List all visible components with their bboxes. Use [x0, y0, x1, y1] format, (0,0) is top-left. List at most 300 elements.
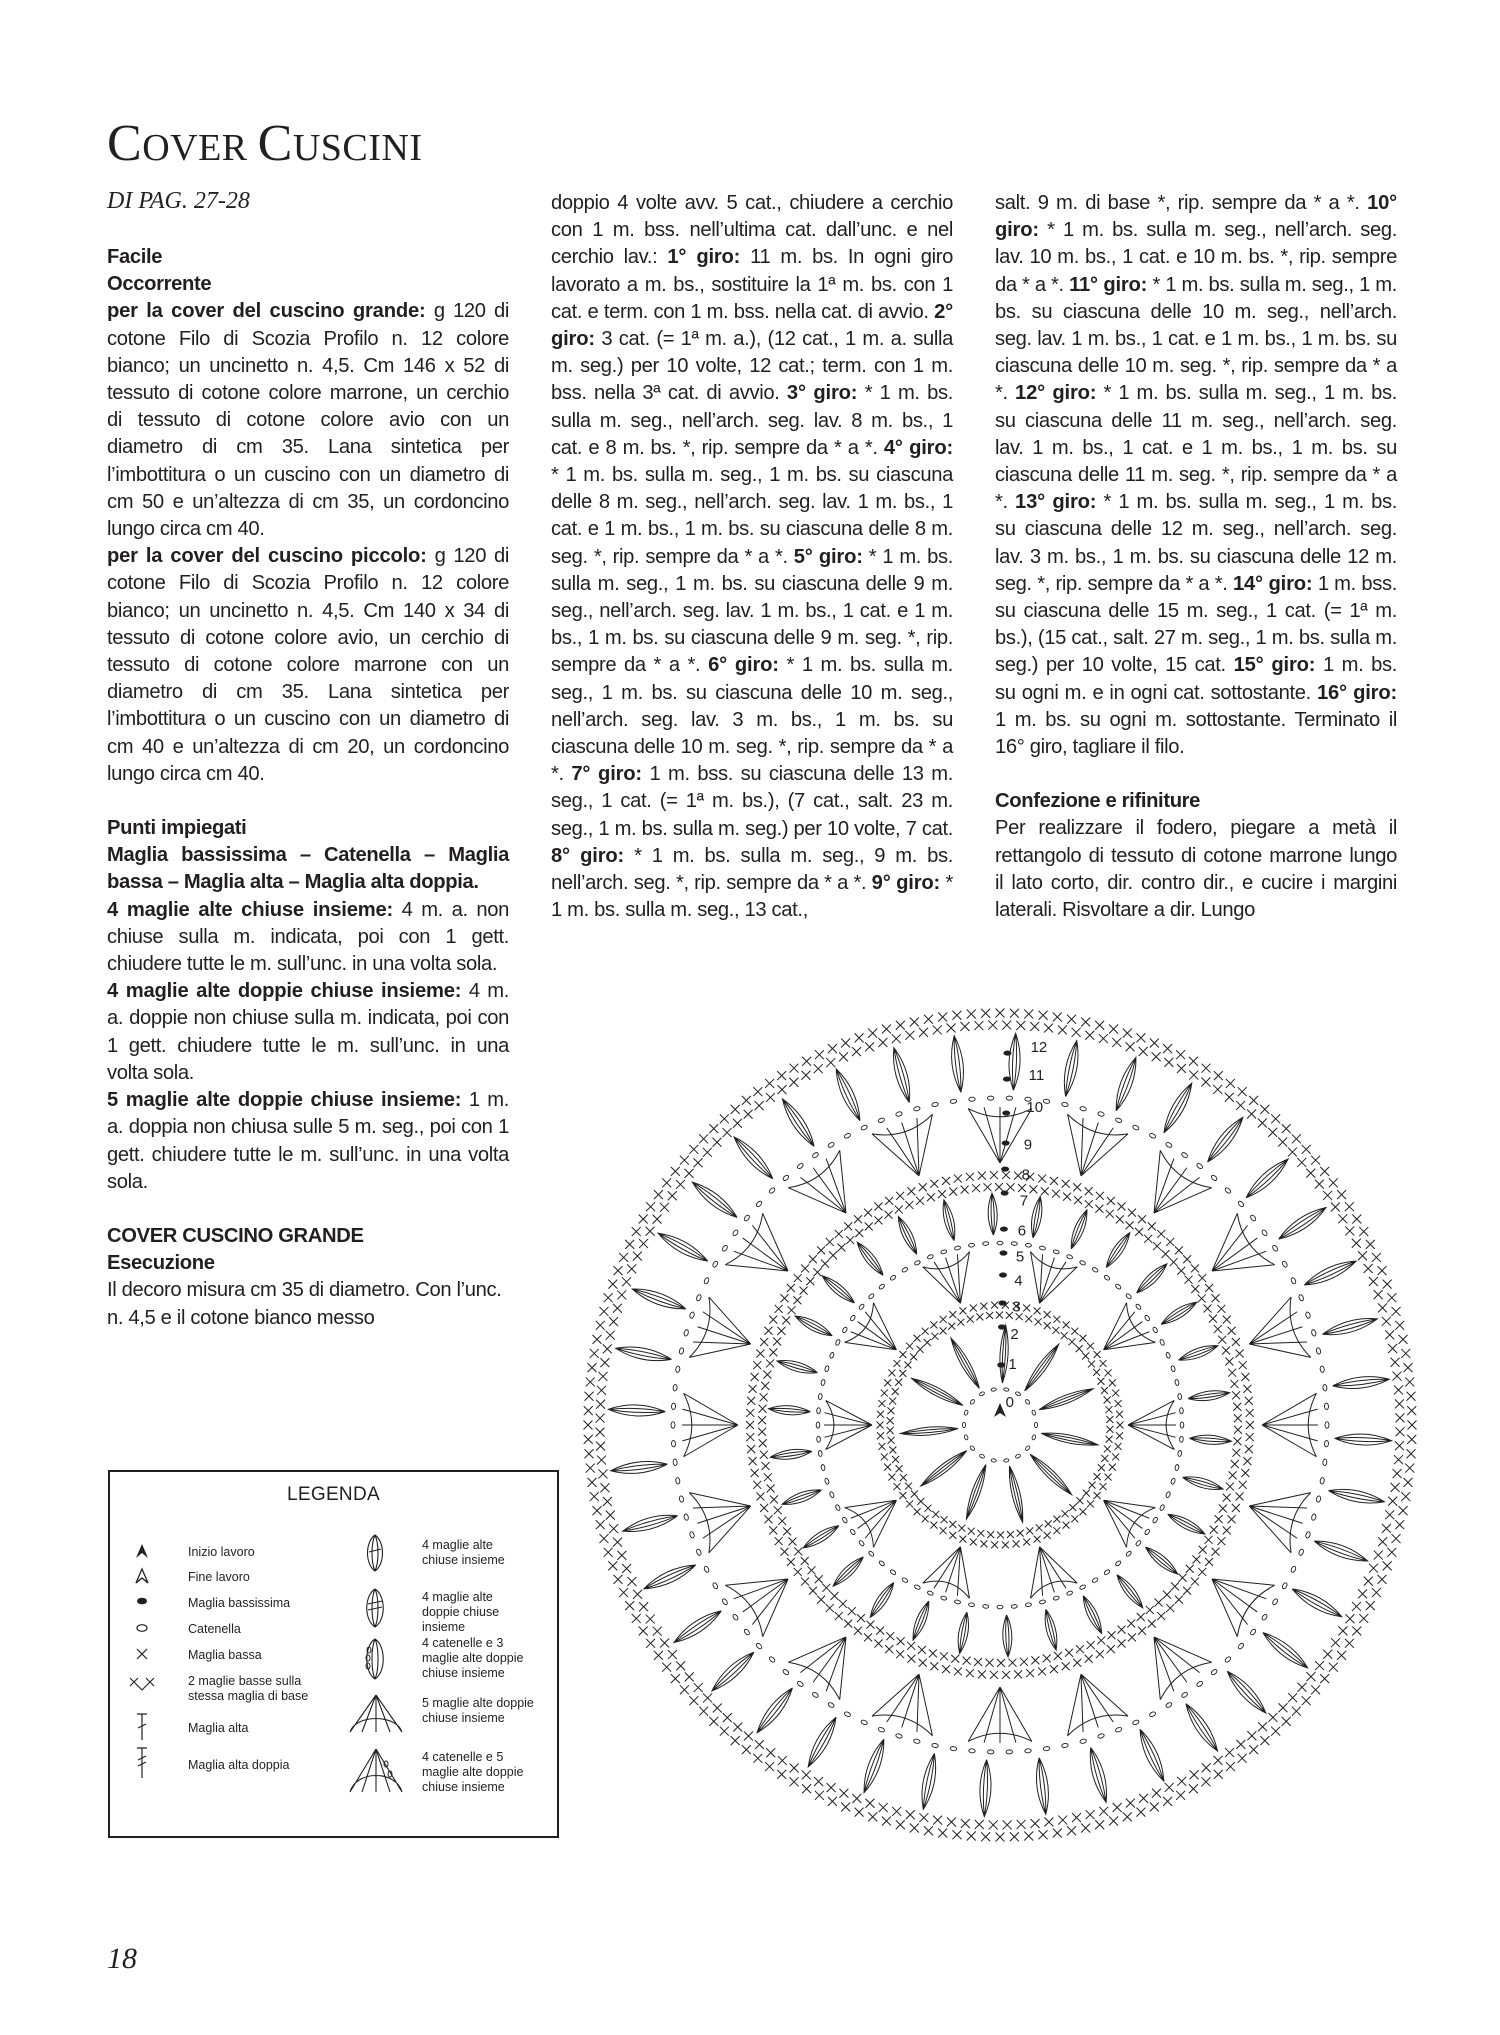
sc-mark [1155, 1598, 1163, 1606]
sc-mark [585, 1449, 594, 1458]
sc-mark [775, 1537, 783, 1545]
sc-mark [676, 1180, 685, 1189]
chain-mark [712, 1582, 719, 1590]
cluster-mark [1292, 1589, 1342, 1617]
chain-mark [997, 1605, 1003, 1609]
chain-mark [1316, 1347, 1321, 1354]
sc-mark [599, 1307, 608, 1316]
sc-mark [1225, 1093, 1234, 1102]
sc-mark [1268, 1128, 1277, 1137]
sc-mark [1398, 1335, 1407, 1344]
sc-mark [1138, 1627, 1146, 1635]
sc-mark [1260, 1105, 1269, 1114]
round-label: 2 [1010, 1326, 1019, 1344]
join-mark [1001, 1166, 1009, 1171]
cluster-mark [1190, 1435, 1232, 1444]
sc-mark [1395, 1399, 1404, 1408]
sc-mark [604, 1293, 613, 1302]
sc-mark [814, 1777, 823, 1786]
sc-mark [1128, 1209, 1136, 1217]
sc-mark [599, 1469, 608, 1478]
sc-mark [940, 1527, 947, 1534]
sc-mark [1374, 1290, 1383, 1299]
small-cover-materials: per la cover del cuscino piccolo: g 120 di cotone Filo di Scozia Profilo n. 12 colore bianco; un uncinetto n. 4,5. Cm 140 x 34 di tessuto di cotone colore avio, un cerchio di tessuto di cotone colore marrone con un diametro di cm 35. Lana sintetica per l’imbottitura o un cuscino con un diametro di cm 40 e un’altezza di cm 20, un cordoncino lungo circa cm 40. [107, 545, 509, 785]
sc-mark [765, 1079, 774, 1088]
chain-mark [768, 1187, 775, 1194]
sc-mark [668, 1650, 677, 1659]
sc-mark [889, 1447, 896, 1454]
fan-mark [689, 1493, 751, 1553]
sc-mark [906, 1343, 913, 1350]
sc-mark [1035, 1318, 1042, 1325]
round-label: 5 [1015, 1248, 1025, 1266]
sc-mark [1175, 1596, 1183, 1604]
sc-mark [968, 1528, 975, 1535]
sc-mark [597, 1386, 606, 1395]
sc-mark [879, 1803, 888, 1812]
sc-mark [596, 1414, 605, 1423]
sc-mark [733, 1723, 742, 1732]
round-label: 12 [1030, 1038, 1048, 1056]
cluster-mark [951, 1338, 980, 1389]
sc-mark [864, 1209, 872, 1217]
sc-mark [777, 1770, 786, 1779]
sc-mark [1292, 1707, 1301, 1716]
chain-mark [1103, 1275, 1110, 1281]
sc-mark [632, 1227, 641, 1236]
chain-mark [812, 1152, 820, 1159]
sc-mark [685, 1672, 694, 1681]
chain-mark [1196, 1680, 1204, 1687]
chain-mark [673, 1459, 678, 1466]
end-icon [132, 1567, 152, 1585]
sc-mark [646, 1615, 655, 1624]
sc-mark [1226, 1483, 1234, 1491]
fan-mark [1212, 1213, 1275, 1271]
sc-mark [990, 1671, 998, 1679]
start-icon [132, 1542, 152, 1560]
sc-mark [1369, 1564, 1378, 1573]
sc-mark [826, 1604, 834, 1612]
sc-mark [694, 1683, 703, 1692]
chain-mark [1097, 1733, 1104, 1739]
sc-mark [1050, 1665, 1058, 1673]
chain-mark [1178, 1450, 1182, 1456]
sc-mark [1058, 1025, 1067, 1034]
sc-mark [1202, 1763, 1211, 1772]
sc-mark [882, 1024, 891, 1033]
sc-mark [967, 1831, 976, 1840]
sc-mark [764, 1515, 772, 1523]
sc-mark [1337, 1190, 1346, 1199]
start-arrow [994, 1403, 1006, 1417]
sc-mark [1298, 1683, 1307, 1692]
sc-mark [877, 1411, 884, 1418]
chain-mark [1149, 1133, 1157, 1140]
fan-mark [872, 1114, 932, 1176]
sc-mark [758, 1416, 766, 1424]
sc-mark [788, 1538, 796, 1546]
sc-mark [606, 1331, 615, 1340]
chain-mark [1170, 1365, 1175, 1372]
sc-mark [1176, 1791, 1185, 1800]
sc-mark [593, 1506, 602, 1515]
sc-mark [938, 1013, 947, 1022]
sc-mark [1233, 1403, 1241, 1411]
chain-mark [1039, 1246, 1046, 1251]
sc-mark [972, 1184, 980, 1192]
sc-mark [759, 1405, 767, 1413]
chain-mark [671, 1440, 675, 1447]
sc-mark [1105, 1474, 1112, 1481]
crochet-chart [575, 1000, 1425, 1850]
sc-mark [1148, 1620, 1156, 1628]
sc-mark [899, 1351, 906, 1358]
sc-mark [1199, 1546, 1207, 1554]
sc-mark [749, 1457, 757, 1465]
chain-mark [835, 1339, 841, 1346]
sc-mark [989, 1820, 998, 1829]
sc-mark [654, 1651, 663, 1660]
sc-mark [1306, 1169, 1315, 1178]
sc-mark [599, 1534, 608, 1543]
sc-mark [1320, 1674, 1329, 1683]
cluster-mark [1090, 1747, 1106, 1802]
stitch-def-3: 5 maglie alte doppie chiuse insieme: 1 m. a. doppia non chiusa sulle 5 m. seg., poi con 1 gett. chiudere tutte le m. sull’unc. in una volta sola. [107, 1089, 509, 1193]
sc-mark [948, 1323, 955, 1330]
sc-mark [1230, 1380, 1238, 1388]
sc-mark [1045, 1520, 1052, 1527]
sc-mark [1366, 1601, 1375, 1610]
cluster-mark [864, 1739, 884, 1792]
sc-mark [889, 1398, 896, 1405]
sc-mark [1234, 1426, 1242, 1434]
cluster-mark [898, 1216, 916, 1254]
sc-mark [1050, 1177, 1058, 1185]
sc-mark [703, 1693, 712, 1702]
sc-mark [1067, 1015, 1076, 1024]
fan-mark [1068, 1674, 1128, 1736]
fan-mark [845, 1500, 897, 1547]
sc-mark [1053, 1316, 1060, 1323]
sc-mark [1214, 1325, 1222, 1333]
sc-mark [1278, 1138, 1287, 1147]
chain-mark [824, 1365, 829, 1372]
sc-mark [1088, 1360, 1095, 1367]
sc-mark [1247, 1731, 1256, 1740]
chain-mark [1080, 1106, 1087, 1111]
sc-mark [1112, 1453, 1119, 1460]
sc-mark [763, 1371, 771, 1379]
chain-mark [1179, 1408, 1183, 1414]
sc-mark [1395, 1441, 1404, 1450]
sc-mark [1374, 1551, 1383, 1560]
sc-mark [1053, 1828, 1062, 1837]
legend-item-cluster-4dc: 4 maglie alte chiuse insieme [422, 1538, 505, 1567]
chain-mark [858, 1540, 865, 1547]
sc-mark [1085, 1655, 1093, 1663]
chain-mark [1025, 1243, 1031, 1247]
chain-mark [721, 1598, 728, 1606]
sc-mark [744, 1731, 753, 1740]
sc-mark [1024, 1010, 1033, 1019]
legend-item-cluster-ch-3tr: 4 catenelle e 3 maglie alte doppie chiuse insieme [422, 1636, 524, 1680]
single-crochet-icon [132, 1646, 152, 1662]
sc-mark [814, 1064, 823, 1073]
chain-mark [755, 1200, 762, 1207]
chain-mark [818, 1393, 822, 1399]
chain-mark [743, 1628, 750, 1635]
sc-mark [1241, 1373, 1249, 1381]
sc-mark [746, 1409, 754, 1417]
sc-mark [958, 1525, 965, 1532]
chain-mark [1290, 1277, 1296, 1285]
sc-mark [586, 1464, 595, 1473]
sc-mark [596, 1520, 605, 1529]
sc-mark [1176, 1050, 1185, 1059]
cluster-mark [913, 1601, 929, 1640]
sc-mark [1163, 1591, 1171, 1599]
legend-title: LEGENDA [287, 1484, 380, 1505]
sc-mark [606, 1511, 615, 1520]
chain-mark [671, 1403, 675, 1410]
chain-mark [1115, 1560, 1122, 1567]
cluster-mark [1263, 1633, 1308, 1668]
sc-mark [1063, 1321, 1070, 1328]
sc-mark [1107, 1197, 1115, 1205]
sc-mark [1017, 1530, 1024, 1537]
sc-mark [947, 1818, 956, 1827]
fan-mark [1262, 1393, 1318, 1456]
sc-mark [1189, 1784, 1198, 1793]
chain-mark [1015, 1391, 1021, 1396]
sc-mark [781, 1548, 789, 1556]
sc-mark [662, 1178, 671, 1187]
sc-mark [835, 1230, 843, 1238]
sc-mark [1008, 1659, 1016, 1667]
sc-mark [1097, 1636, 1105, 1644]
sc-mark [1407, 1435, 1416, 1444]
sc-mark [924, 1015, 933, 1024]
chain-mark [1272, 1244, 1279, 1252]
round-label: 1 [1008, 1356, 1017, 1374]
sc-mark [1106, 1210, 1114, 1218]
sc-mark [957, 1319, 964, 1326]
sc-mark [760, 1504, 768, 1512]
sc-mark [1205, 1558, 1213, 1566]
chain-mark [1196, 1163, 1204, 1170]
sc-mark [1377, 1266, 1386, 1275]
sc-mark [747, 1445, 755, 1453]
cluster-mark [1031, 1197, 1041, 1238]
sc-mark [1044, 1817, 1053, 1826]
chain-mark [818, 1450, 822, 1456]
sc-mark [875, 1203, 883, 1211]
sc-mark [746, 1421, 754, 1429]
sc-mark [1247, 1110, 1256, 1119]
sc-mark [963, 1657, 971, 1665]
sc-mark [821, 1260, 829, 1268]
sc-mark [940, 1316, 947, 1323]
sc-mark [933, 1816, 942, 1825]
cluster-mark [632, 1289, 685, 1309]
sc-mark [910, 1018, 919, 1027]
sc-mark [744, 1110, 753, 1119]
sc-mark [1044, 1023, 1053, 1032]
cluster-mark [795, 1316, 832, 1336]
sc-mark [1071, 1328, 1078, 1335]
sc-mark [1239, 1481, 1247, 1489]
sc-mark [977, 1530, 984, 1537]
sc-mark [1126, 1799, 1135, 1808]
join-mark [1001, 1190, 1009, 1195]
chain-mark [1025, 1399, 1031, 1405]
sc-mark [1233, 1437, 1241, 1445]
chain-mark [1325, 1422, 1329, 1428]
sc-mark [1315, 1180, 1324, 1189]
sc-mark [1116, 1215, 1124, 1223]
cluster-mark [1137, 1264, 1167, 1293]
stitch-def-2: 4 maglie alte doppie chiuse insieme: 4 m. a. doppie non chiuse sulla m. indicata, poi con 1 gett. chiudere tutte le m. sull’unc. in una volta sola. [107, 980, 509, 1084]
cluster-mark [777, 1361, 817, 1374]
sc-mark [822, 1584, 830, 1592]
fan-mark [845, 1303, 897, 1350]
sc-mark [1278, 1703, 1287, 1712]
sc-mark [1177, 1777, 1186, 1786]
sc-mark [1405, 1377, 1414, 1386]
sc-mark [1271, 1114, 1280, 1123]
sc-mark [976, 1313, 983, 1320]
fan-mark [788, 1637, 846, 1700]
sc-mark [1243, 1385, 1251, 1393]
sc-mark [826, 1238, 834, 1246]
sc-mark [1213, 1085, 1222, 1094]
sc-mark [1137, 1613, 1145, 1621]
cluster-mark [1140, 1729, 1164, 1781]
sc-mark [1406, 1449, 1415, 1458]
sc-mark [829, 1251, 837, 1259]
sc-mark [1398, 1506, 1407, 1515]
sc-mark [1320, 1167, 1329, 1176]
sc-mark [896, 1192, 904, 1200]
sc-mark [1014, 1670, 1022, 1678]
sc-mark [1105, 1369, 1112, 1376]
sc-mark [625, 1240, 634, 1249]
sc-mark [1026, 1669, 1034, 1677]
sc-mark [1202, 1777, 1211, 1786]
sc-mark [1117, 1203, 1125, 1211]
cluster-mark [1116, 1057, 1136, 1110]
cluster-mark [1003, 1615, 1012, 1657]
cluster-4dc-icon [360, 1532, 390, 1574]
sc-mark [1087, 1641, 1095, 1649]
sc-mark [817, 1246, 825, 1254]
sc-mark [608, 1280, 617, 1289]
sc-mark [1337, 1651, 1346, 1660]
sc-mark [1204, 1536, 1212, 1544]
sc-mark [761, 1382, 769, 1390]
sc-mark [720, 1114, 729, 1123]
sc-mark [633, 1252, 642, 1261]
chain-mark [721, 1244, 728, 1252]
chain-mark [991, 1388, 997, 1392]
cluster-mark [1041, 1433, 1098, 1445]
chain-mark [878, 1560, 885, 1567]
sc-mark [1063, 1522, 1070, 1529]
sc-mark [981, 1009, 990, 1018]
sc-mark [1219, 1504, 1227, 1512]
sc-mark [839, 1600, 847, 1608]
sc-mark [1366, 1240, 1375, 1249]
cluster-mark [1179, 1346, 1218, 1361]
sc-mark [1352, 1627, 1361, 1636]
sc-mark [1271, 1727, 1280, 1736]
sc-mark [1214, 1770, 1223, 1779]
chain-mark [842, 1326, 848, 1333]
execution-text: Il decoro misura cm 35 di diametro. Con l’unc. n. 4,5 e il cotone bianco messo [107, 1279, 502, 1329]
sc-mark [1052, 1190, 1060, 1198]
sc-mark [1164, 1058, 1173, 1067]
cluster-mark [1335, 1434, 1392, 1445]
chain-mark [1034, 1422, 1037, 1427]
sc-mark [627, 1577, 636, 1586]
sc-mark [1062, 1180, 1070, 1188]
cluster-mark [1279, 1207, 1326, 1239]
sc-mark [788, 1306, 796, 1314]
sc-mark [680, 1156, 689, 1165]
join-mark [1003, 1076, 1011, 1081]
sc-mark [1038, 1175, 1046, 1183]
chain-mark [1053, 1595, 1060, 1600]
sc-mark [970, 1538, 977, 1545]
sc-mark [1377, 1575, 1386, 1584]
sc-mark [1239, 1361, 1247, 1369]
chain-mark [1175, 1379, 1180, 1386]
fan-mark [689, 1297, 751, 1357]
sc-mark [878, 1400, 885, 1407]
sc-mark [1023, 1305, 1030, 1312]
sc-mark [991, 1302, 998, 1309]
sc-mark [654, 1190, 663, 1199]
fan-mark [682, 1393, 738, 1456]
sc-mark [1359, 1614, 1368, 1623]
sc-mark [1202, 1064, 1211, 1073]
sc-mark [777, 1085, 786, 1094]
sc-mark [1228, 1369, 1236, 1377]
sc-mark [1165, 1783, 1174, 1792]
chain-mark [1311, 1329, 1317, 1336]
chain-mark [950, 1746, 957, 1751]
sc-mark [1039, 1011, 1048, 1020]
sc-mark [1038, 1667, 1046, 1675]
sc-mark [1183, 1255, 1191, 1263]
sc-mark [980, 1303, 987, 1310]
cluster-mark [1164, 1083, 1192, 1133]
sc-mark [1083, 1490, 1090, 1497]
sc-mark [1392, 1534, 1401, 1543]
chain-mark [940, 1595, 947, 1600]
sc-mark [787, 1558, 795, 1566]
sc-mark [590, 1492, 599, 1501]
cluster-mark [608, 1405, 665, 1416]
chain-mark [797, 1680, 805, 1687]
sc-mark [720, 1727, 729, 1736]
sc-mark [1364, 1577, 1373, 1586]
sc-mark [1175, 1246, 1183, 1254]
sc-mark [585, 1392, 594, 1401]
chain-mark [675, 1477, 680, 1484]
sc-mark [1345, 1639, 1354, 1648]
